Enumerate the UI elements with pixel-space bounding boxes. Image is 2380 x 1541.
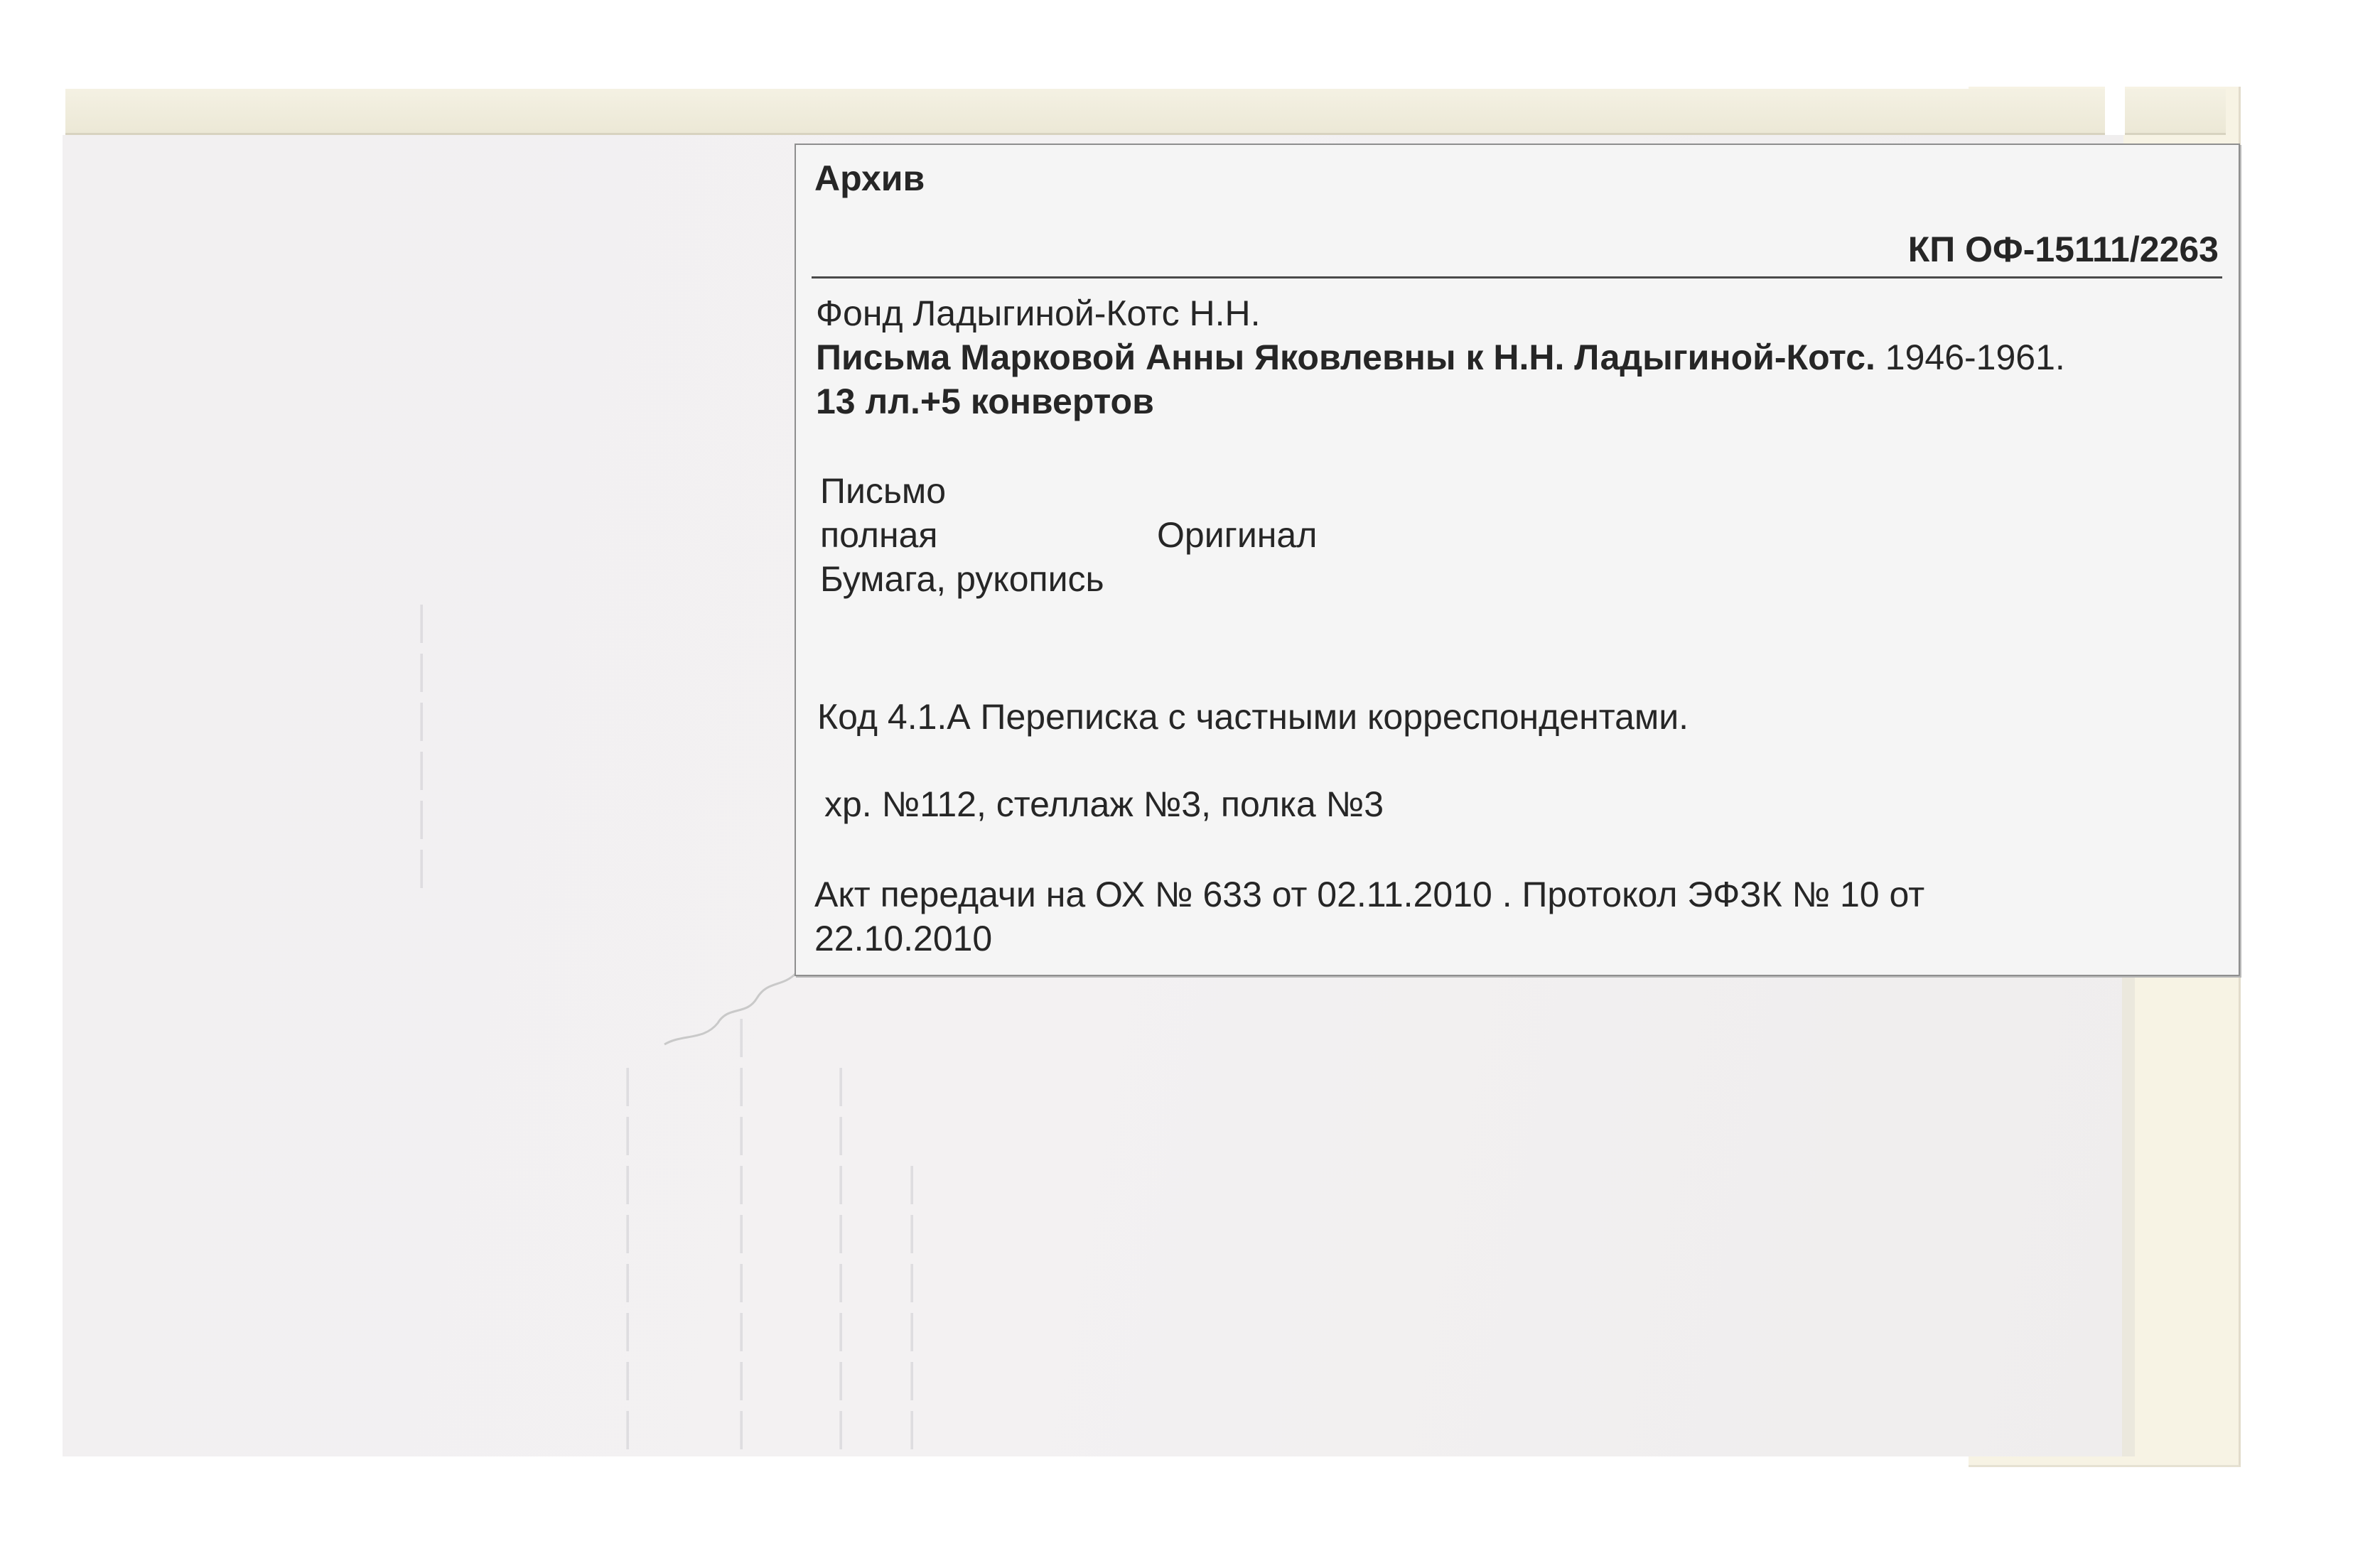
storage-location: хр. №112, стеллаж №3, полка №3 [824, 784, 1384, 824]
bleed-through-mark: — — — — — — [888, 1165, 930, 1449]
bleed-through-mark: — — — — — — — — [603, 1067, 646, 1449]
bleed-through-mark: — — — — — — — — [817, 1067, 859, 1449]
classification-code: Код 4.1.А Переписка с частными корреспондентами. [817, 697, 1689, 737]
document-title: Письма Марковой Анны Яковлевны к Н.Н. Ладыгиной-Котс. [816, 337, 1875, 377]
transfer-act-line-2: 22.10.2010 [814, 919, 993, 958]
bleed-through-mark: — — — — — — — — — [717, 1018, 760, 1449]
archive-heading: Архив [814, 158, 925, 198]
top-paper-strip [65, 89, 2226, 135]
inventory-number: КП ОФ-15111/2263 [1907, 229, 2219, 269]
extent-line: 13 лл.+5 конвертов [816, 382, 1154, 421]
divider-rule [812, 276, 2222, 279]
document-years: 1946-1961. [1875, 337, 2065, 377]
completeness: полная [820, 515, 938, 555]
bleed-through-mark: — — — — — — [397, 604, 440, 888]
authenticity: Оригинал [1157, 515, 1318, 555]
fond-line: Фонд Ладыгиной-Котс Н.Н. [816, 293, 1261, 333]
archive-label [795, 144, 2240, 976]
paper-edge [2122, 966, 2135, 1456]
title-line [816, 337, 2065, 377]
torn-edge-mark [661, 966, 803, 1051]
doc-type: Письмо [820, 471, 947, 511]
top-strip-gap [2105, 87, 2125, 135]
material: Бумага, рукопись [820, 559, 1104, 599]
transfer-act-line-1: Акт передачи на ОХ № 633 от 02.11.2010 . Протокол ЭФЗК № 10 от [814, 875, 1925, 914]
